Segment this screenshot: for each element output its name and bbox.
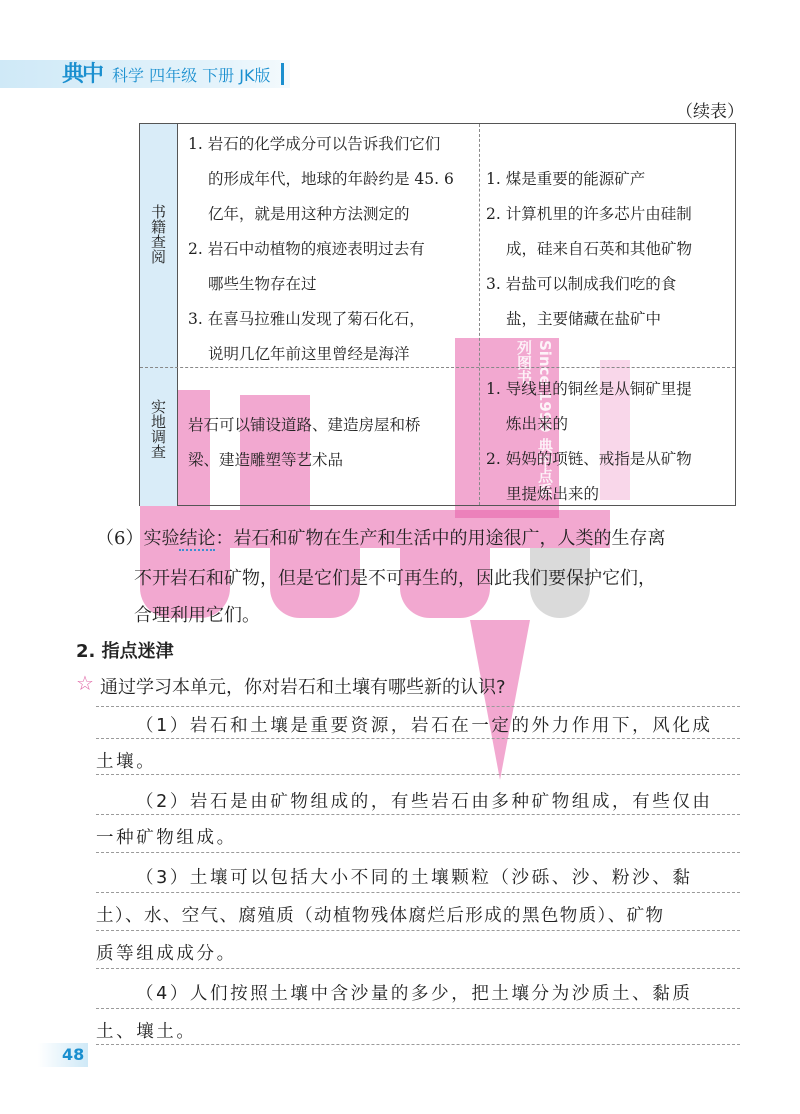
table-cell-line: 成，硅来自石英和其他矿物 — [506, 240, 693, 258]
conclusion-line-3: 合理利用它们。 — [134, 605, 260, 626]
table-cell-line: 哪些生物存在过 — [208, 275, 317, 293]
ruled-line — [96, 706, 740, 707]
table-cell-line: 3. 岩盐可以制成我们吃的食 — [486, 275, 677, 293]
table-cell-line: 1. 煤是重要的能源矿产 — [486, 170, 646, 188]
answer-line: 土、壤土。 — [96, 1022, 197, 1042]
ruled-line — [96, 1044, 740, 1045]
table-cell-line: 2. 妈妈的项链、戒指是从矿物 — [486, 450, 692, 468]
row-heading-field: 实地调查 — [140, 367, 178, 506]
ruled-line — [96, 968, 740, 969]
table-cell-line: 的形成年代，地球的年龄约是 45. 6 — [208, 170, 454, 188]
answer-line: 质等组成成分。 — [96, 944, 237, 964]
answer-line: 土）、水、空气、腐殖质（动植物残体腐烂后形成的黑色物质）、矿物 — [96, 906, 665, 926]
row-divider — [140, 367, 735, 368]
table-cell-line: 3. 在喜马拉雅山发现了菊石化石， — [188, 310, 425, 328]
table-cell-line: 梁、建造雕塑等艺术品 — [188, 451, 344, 469]
guide-question: 通过学习本单元，你对岩石和土壤有哪些新的认识? — [100, 677, 506, 698]
section-title: 2. 指点迷津 — [76, 641, 174, 662]
table-cell-line: 1. 导线里的铜丝是从铜矿里提 — [486, 380, 692, 398]
answer-line: 一种矿物组成。 — [96, 828, 237, 848]
continued-label: （续表） — [676, 102, 744, 122]
conclusion-line-2: 不开岩石和矿物，但是它们是不可再生的，因此我们要保护它们， — [134, 568, 656, 589]
ruled-line — [96, 892, 740, 893]
answer-line: （2）岩石是由矿物组成的，有些岩石由多种矿物组成，有些仅由 — [136, 792, 713, 812]
table-cell-line: 盐，主要储藏在盐矿中 — [506, 310, 662, 328]
table-cell-line: 2. 岩石中动植物的痕迹表明过去有 — [188, 240, 425, 258]
table-cell-line: 说明几亿年前这里曾经是海洋 — [208, 345, 410, 363]
table-cell-line: 岩石可以铺设道路、建造房屋和桥 — [188, 416, 421, 434]
answer-line: （4）人们按照土壤中含沙量的多少，把土壤分为沙质土、黏质 — [136, 984, 693, 1004]
table-cell-line: 炼出来的 — [506, 415, 569, 433]
table-cell-line: 1. 岩石的化学成分可以告诉我们它们 — [188, 135, 441, 153]
conclusion-keyword: 结论 — [179, 528, 216, 549]
header-divider — [281, 63, 284, 85]
answer-line: （1）岩石和土壤是重要资源，岩石在一定的外力作用下，风化成 — [136, 716, 713, 736]
ruled-line — [96, 814, 740, 815]
table-cell-line: 亿年，就是用这种方法测定的 — [208, 205, 410, 223]
brand-logo: 典中 — [62, 62, 103, 87]
info-table — [139, 123, 736, 506]
answer-line: 土壤。 — [96, 752, 157, 772]
ruled-line — [96, 738, 740, 739]
ruled-line — [96, 774, 740, 775]
table-cell-line: 2. 计算机里的许多芯片由硅制 — [486, 205, 692, 223]
row-heading-books: 书籍查阅 — [140, 124, 178, 367]
conclusion-line-1: （6）实验结论：岩石和矿物在生产和生活中的用途很广，人类的生存离 — [96, 528, 666, 549]
page-number: 48 — [38, 1043, 88, 1067]
answer-line: （3）土壤可以包括大小不同的土壤颗粒（沙砾、沙、粉沙、黏 — [136, 868, 693, 888]
table-cell-line: 里提炼出来的 — [506, 485, 600, 503]
star-icon: ☆ — [76, 671, 94, 695]
watermark-text: Since 1999 典中点系列图书 — [515, 340, 554, 498]
column-divider — [479, 124, 480, 505]
ruled-line — [96, 1008, 740, 1009]
book-title: 科学 四年级 下册 JK版 — [112, 66, 271, 85]
ruled-line — [96, 852, 740, 853]
ruled-line — [96, 930, 740, 931]
